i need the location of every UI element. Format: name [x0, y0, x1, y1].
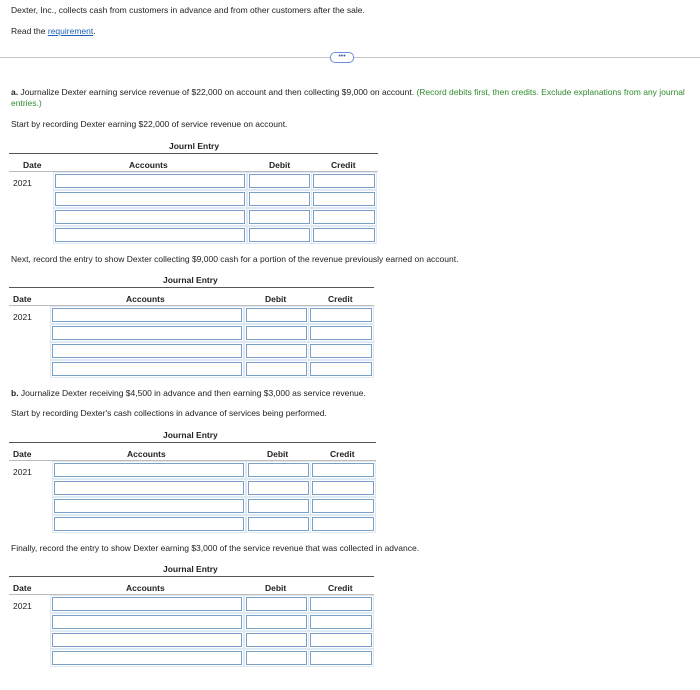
credit-input[interactable] — [312, 517, 374, 531]
debit-input[interactable] — [246, 362, 307, 376]
account-input[interactable] — [52, 344, 242, 358]
accounts-header: Accounts — [126, 583, 165, 593]
accounts-header: Accounts — [127, 449, 166, 459]
account-input[interactable] — [52, 308, 242, 322]
credit-input[interactable] — [310, 651, 372, 665]
date-header: Date — [23, 160, 42, 170]
part-a-instruction: (Record debits first, then credits. Exclude explanations from any journal entries.) — [11, 87, 685, 108]
part-b-label: b. — [11, 388, 19, 398]
header-rule — [9, 442, 376, 443]
credit-input[interactable] — [310, 362, 372, 376]
account-input[interactable] — [52, 326, 242, 340]
year-label: 2021 — [13, 601, 32, 611]
date-header: Date — [13, 294, 32, 304]
date-header: Date — [13, 583, 32, 593]
accounts-header: Accounts — [129, 160, 168, 170]
credit-input[interactable] — [310, 597, 372, 611]
header-rule — [9, 287, 374, 288]
debit-header: Debit — [265, 294, 287, 304]
debit-header: Debit — [267, 449, 289, 459]
debit-input[interactable] — [246, 597, 307, 611]
requirement-link[interactable]: requirement — [47, 26, 94, 36]
header-rule-bottom — [9, 460, 376, 461]
account-input[interactable] — [54, 481, 244, 495]
header-rule-bottom — [9, 171, 378, 172]
part-a-step2: Next, record the entry to show Dexter collecting $9,000 cash for a portion of the revenue previously earned on account. — [11, 254, 459, 264]
part-a-step1: Start by recording Dexter earning $22,000 of service revenue on account. — [11, 119, 288, 129]
part-b-step1: Start by recording Dexter's cash collections in advance of services being performed. — [11, 408, 327, 418]
credit-header: Credit — [328, 583, 353, 593]
part-a-question — [11, 87, 691, 109]
debit-input[interactable] — [248, 499, 309, 513]
debit-header: Debit — [265, 583, 287, 593]
debit-header: Debit — [269, 160, 291, 170]
debit-input[interactable] — [246, 651, 307, 665]
debit-input[interactable] — [249, 228, 310, 242]
journal-title: Journal Entry — [163, 275, 218, 285]
header-rule-bottom — [9, 305, 374, 306]
debit-input[interactable] — [249, 192, 310, 206]
credit-input[interactable] — [312, 463, 374, 477]
part-b-text: Journalize Dexter receiving $4,500 in advance and then earning $3,000 as service revenue. — [18, 388, 366, 398]
account-input[interactable] — [52, 651, 242, 665]
account-input[interactable] — [54, 499, 244, 513]
account-input[interactable] — [55, 228, 245, 242]
account-input[interactable] — [52, 633, 242, 647]
expand-more-button[interactable]: ••• — [330, 52, 354, 63]
account-input[interactable] — [52, 362, 242, 376]
account-input[interactable] — [55, 174, 245, 188]
credit-header: Credit — [331, 160, 356, 170]
date-header: Date — [13, 449, 32, 459]
debit-input[interactable] — [248, 463, 309, 477]
credit-input[interactable] — [313, 210, 375, 224]
debit-input[interactable] — [246, 344, 307, 358]
debit-input[interactable] — [248, 517, 309, 531]
debit-input[interactable] — [249, 210, 310, 224]
account-input[interactable] — [55, 210, 245, 224]
debit-input[interactable] — [248, 481, 309, 495]
account-input[interactable] — [55, 192, 245, 206]
credit-header: Credit — [328, 294, 353, 304]
part-b-question — [11, 388, 366, 398]
debit-input[interactable] — [246, 308, 307, 322]
credit-input[interactable] — [310, 615, 372, 629]
account-input[interactable] — [54, 517, 244, 531]
journal-title: Journal Entry — [163, 564, 218, 574]
header-rule-bottom — [9, 594, 374, 595]
intro-text: Dexter, Inc., collects cash from customers in advance and from other customers after the sale. — [11, 5, 365, 15]
credit-input[interactable] — [310, 308, 372, 322]
credit-input[interactable] — [310, 344, 372, 358]
read-requirement-line — [11, 26, 96, 36]
part-a-label: a. — [11, 87, 19, 97]
part-a-text: Journalize Dexter earning service revenue of $22,000 on account and then collecting $9,000 on account. — [18, 87, 417, 97]
read-suffix: . — [93, 26, 96, 36]
header-rule — [9, 153, 378, 154]
debit-input[interactable] — [246, 633, 307, 647]
account-input[interactable] — [52, 597, 242, 611]
journal-title: Journl Entry — [169, 141, 220, 151]
credit-input[interactable] — [312, 499, 374, 513]
credit-input[interactable] — [310, 326, 372, 340]
year-label: 2021 — [13, 312, 32, 322]
debit-input[interactable] — [249, 174, 310, 188]
credit-header: Credit — [330, 449, 355, 459]
year-label: 2021 — [13, 467, 32, 477]
credit-input[interactable] — [313, 228, 375, 242]
journal-title: Journal Entry — [163, 430, 218, 440]
debit-input[interactable] — [246, 615, 307, 629]
year-label: 2021 — [13, 178, 32, 188]
read-prefix: Read the — [11, 26, 48, 36]
credit-input[interactable] — [313, 174, 375, 188]
account-input[interactable] — [52, 615, 242, 629]
header-rule — [9, 576, 374, 577]
debit-input[interactable] — [246, 326, 307, 340]
credit-input[interactable] — [312, 481, 374, 495]
credit-input[interactable] — [313, 192, 375, 206]
part-b-step2: Finally, record the entry to show Dexter earning $3,000 of the service revenue that was collected in advance. — [11, 543, 420, 553]
account-input[interactable] — [54, 463, 244, 477]
credit-input[interactable] — [310, 633, 372, 647]
accounts-header: Accounts — [126, 294, 165, 304]
